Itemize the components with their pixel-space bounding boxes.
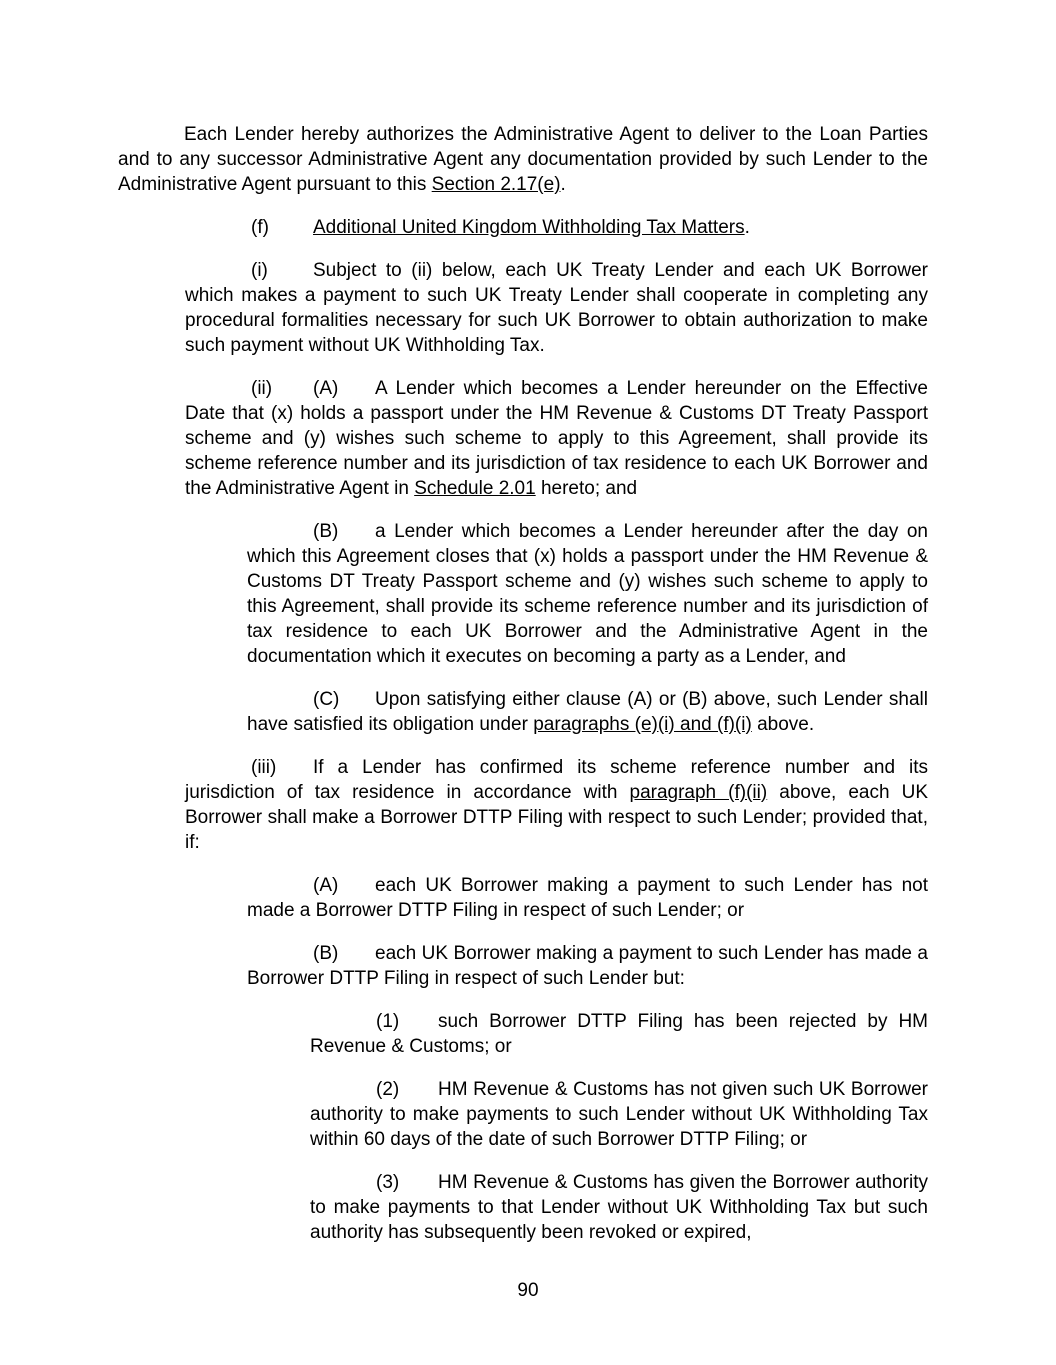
text-run: Upon satisfying either clause (A) or (B) above, such Lender shall have satisfied its obligation under (247, 689, 928, 735)
clause-f-i-paragraph (185, 258, 928, 358)
clause-f-iii-A-paragraph (247, 873, 928, 923)
text-run: hereto; and (535, 478, 638, 499)
text-run: HM Revenue & Customs has not given such UK Borrower authority to make payments to such Lender without UK Withholding Tax within 60 days of the date of such Borrower DTTP Filing; or (310, 1079, 928, 1150)
page-number: 90 (517, 1280, 539, 1301)
clause-label: (ii) (251, 378, 273, 399)
text-run: each UK Borrower making a payment to such Lender has not made a Borrower DTTP Filing in respect of such Lender; or (247, 875, 928, 921)
clause-f-ii-C-paragraph (247, 687, 928, 737)
text-run: Each Lender hereby authorizes the Administrative Agent to deliver to the Loan Parties and to any successor Administrative Agent any documentation provided by such Lender to the Administrative Agent pursuant to this (118, 124, 928, 195)
text-run: a Lender which becomes a Lender hereunder after the day on which this Agreement closes that (x) holds a passport under the HM Revenue & Customs DT Treaty Passport scheme and (y) wishes such scheme to apply to this Agreement, shall provide its scheme reference number and its jurisdiction of tax residence to each UK Borrower and the Administrative Agent in the documentation which it executes on becoming a party as a Lender, and (247, 521, 928, 667)
clause-label: (3) (376, 1172, 400, 1193)
underlined-reference: Schedule 2.01 (414, 478, 536, 499)
text-run: above. (751, 714, 815, 735)
clause-f-iii-B-paragraph (247, 941, 928, 991)
clause-label: (A) (313, 378, 339, 399)
text-run: each UK Borrower making a payment to such Lender has made a Borrower DTTP Filing in respect of such Lender but: (247, 943, 928, 989)
underlined-reference: Additional United Kingdom Withholding Tax Matters (313, 217, 745, 238)
text-run: Subject to (ii) below, each UK Treaty Lender and each UK Borrower which makes a payment to such UK Treaty Lender shall cooperate in completing any procedural formalities necessary for such UK Borrower to obtain authorization to make such payment without UK Withholding Tax. (185, 260, 928, 356)
clause-f-iii-B-1-paragraph (310, 1009, 928, 1059)
clause-f-iii-B-3-paragraph (310, 1170, 928, 1245)
clause-f-ii-B-paragraph (247, 519, 928, 669)
text-run: such Borrower DTTP Filing has been rejected by HM Revenue & Customs; or (310, 1011, 928, 1057)
underlined-reference: paragraphs (e)(i) and (f)(i) (533, 714, 752, 735)
clause-f-heading (185, 215, 928, 240)
clause-f-iii-paragraph (185, 755, 928, 855)
intro-paragraph (118, 122, 928, 197)
text-run: above, each UK Borrower shall make a Borrower DTTP Filing with respect to such Lender; provided that, if: (185, 782, 928, 853)
clause-label: (C) (313, 689, 340, 710)
text-run: . (744, 217, 750, 238)
clause-label: (B) (313, 521, 339, 542)
clause-label: (2) (376, 1079, 400, 1100)
underlined-reference: paragraph (f)(ii) (629, 782, 768, 803)
text-run: HM Revenue & Customs has given the Borrower authority to make payments to that Lender without UK Withholding Tax but such authority has subsequently been revoked or expired, (310, 1172, 928, 1243)
clause-label: (1) (376, 1011, 400, 1032)
clause-label: (iii) (251, 757, 277, 778)
clause-f-ii-A-paragraph (185, 376, 928, 501)
clause-label: (i) (251, 260, 268, 281)
clause-label: (B) (313, 943, 339, 964)
text-run: . (560, 174, 566, 195)
clause-label: (f) (251, 217, 269, 238)
clause-label: (A) (313, 875, 339, 896)
text-run: A Lender which becomes a Lender hereunder on the Effective Date that (x) holds a passport under the HM Revenue & Customs DT Treaty Passport scheme and (y) wishes such scheme to apply to this Agreement, shall provide its scheme reference number and its jurisdiction of tax residence to each UK Borrower and the Administrative Agent in (185, 378, 928, 499)
text-run: If a Lender has confirmed its scheme reference number and its jurisdiction of tax residence in accordance with (185, 757, 928, 803)
underlined-reference: Section 2.17(e) (431, 174, 561, 195)
clause-f-iii-B-2-paragraph (310, 1077, 928, 1152)
